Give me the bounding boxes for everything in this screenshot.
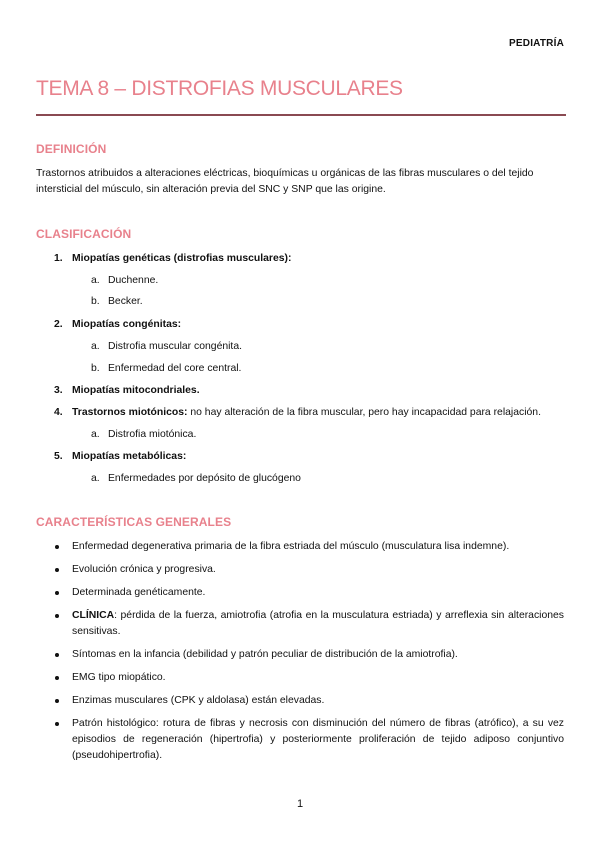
page-number: 1 (296, 798, 304, 810)
sub-list-text: Enfermedades por depósito de glucógeno (108, 473, 301, 484)
sub-list-marker: a. (91, 341, 100, 352)
sub-list-text: Distrofia miotónica. (108, 429, 197, 440)
bullet-icon (55, 591, 59, 595)
sub-list-text: Enfermedad del core central. (108, 363, 242, 374)
sub-list-marker: a. (91, 473, 100, 484)
bullet-item: Evolución crónica y progresiva. (72, 564, 216, 575)
bullet-item-text: : pérdida de la fuerza, amiotrofia (atrofia en la musculatura estriada) y arreflexia sin alteraciones sensitivas. (72, 610, 564, 637)
section-heading-definicion: DEFINICIÓN (36, 142, 107, 156)
list-item-heading: Miopatías metabólicas: (72, 451, 187, 462)
list-number: 1. (54, 253, 63, 264)
list-item-description: no hay alteración de la fibra muscular, pero hay incapacidad para relajación. (187, 407, 541, 418)
sub-list-marker: b. (91, 363, 100, 374)
bullet-icon (55, 568, 59, 572)
list-item-heading: Trastornos miotónicos: (72, 407, 188, 418)
page-title: TEMA 8 – DISTROFIAS MUSCULARES (36, 77, 403, 100)
bullet-item-bold: CLÍNICA (72, 610, 115, 621)
list-number: 5. (54, 451, 63, 462)
bullet-icon (55, 699, 59, 703)
sub-list-text: Becker. (108, 296, 143, 307)
list-item-heading: Miopatías genéticas (distrofias musculares): (72, 253, 292, 264)
bullet-icon (55, 545, 59, 549)
sub-list-marker: a. (91, 429, 100, 440)
list-item-heading: Miopatías mitocondriales. (72, 385, 200, 396)
bullet-item: Determinada genéticamente. (72, 587, 206, 598)
section-heading-caracteristicas: CARACTERÍSTICAS GENERALES (36, 515, 232, 529)
bullet-icon (55, 676, 59, 680)
bullet-icon (55, 653, 59, 657)
bullet-item: Síntomas en la infancia (debilidad y patrón peculiar de distribución de la amiotrofia). (72, 649, 458, 660)
list-number: 3. (54, 385, 63, 396)
sub-list-text: Duchenne. (108, 275, 159, 286)
sub-list-marker: a. (91, 275, 100, 286)
sub-list-marker: b. (91, 296, 100, 307)
section-heading-clasificacion: CLASIFICACIÓN (36, 227, 132, 241)
title-divider (36, 114, 566, 116)
bullet-icon (55, 614, 59, 618)
list-item-heading: Miopatías congénitas: (72, 319, 182, 330)
bullet-item: Enfermedad degenerativa primaria de la fibra estriada del músculo (musculatura lisa indemne). (72, 541, 510, 552)
definicion-paragraph: Trastornos atribuidos a alteraciones eléctricas, bioquímicas u orgánicas de las fibras musculares o del tejido intersticial del músculo, sin alteración previa del SNC y SNP que las origine. (36, 168, 534, 195)
page-header-label: PEDIATRÍA (509, 38, 564, 49)
bullet-item: Enzimas musculares (CPK y aldolasa) están elevadas. (72, 695, 325, 706)
sub-list-text: Distrofia muscular congénita. (108, 341, 242, 352)
list-number: 4. (54, 407, 63, 418)
bullet-icon (55, 722, 59, 726)
bullet-item (72, 608, 564, 640)
bullet-item: Patrón histológico: rotura de fibras y necrosis con disminución del número de fibras (atrófico), a su vez episodios de regeneración (hipertrofia) y posteriormente proliferación de tejido adiposo conjuntivo (pseudohipertrofia). (72, 718, 564, 761)
list-number: 2. (54, 319, 63, 330)
bullet-item: EMG tipo miopático. (72, 672, 166, 683)
